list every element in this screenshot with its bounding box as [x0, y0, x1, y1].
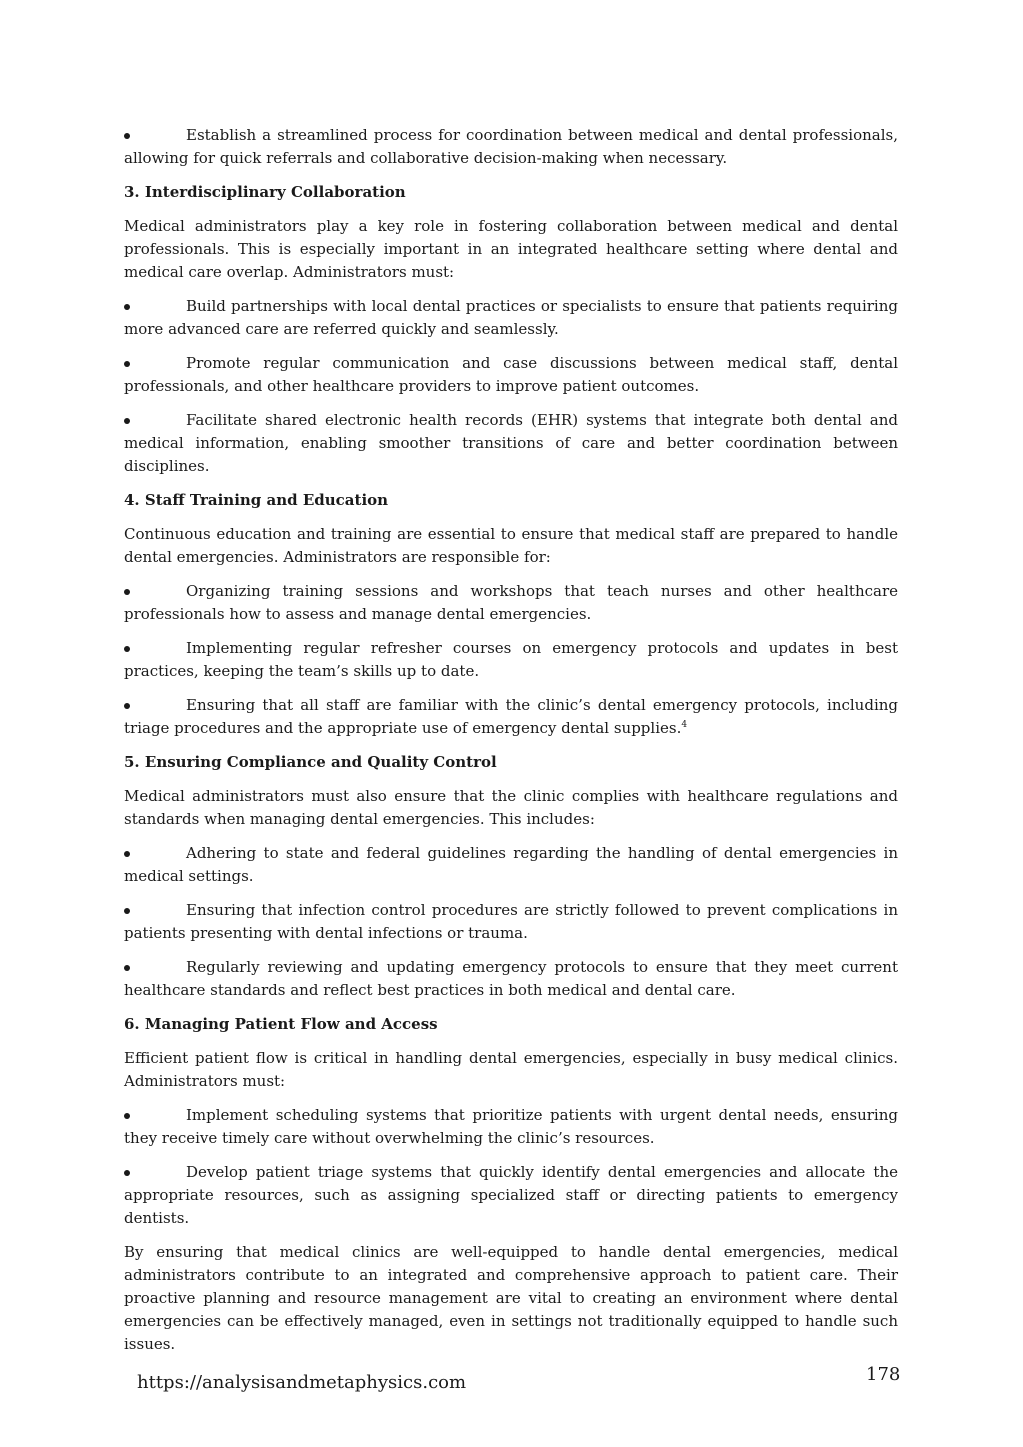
bullet-text: Promote regular communication and case discussions between medical staff, dental professionals, and other healthcare providers to improve patient outcomes.	[124, 354, 898, 395]
bullet-icon	[124, 418, 130, 424]
footer-url[interactable]: https://analysisandmetaphysics.com	[137, 1372, 467, 1393]
paragraph-text: Efficient patient flow is critical in handling dental emergencies, especially in busy medical clinics. Administrators must:	[124, 1049, 898, 1090]
bullet-item	[124, 295, 898, 341]
paragraph-text: Continuous education and training are essential to ensure that medical staff are prepared to handle dental emergencies. Administrators are responsible for:	[124, 525, 898, 566]
paragraph	[124, 1241, 898, 1356]
paragraph	[124, 215, 898, 284]
bullet-text: Ensuring that infection control procedures are strictly followed to prevent complications in patients presenting with dental infections or trauma.	[124, 901, 898, 942]
bullet-icon	[124, 646, 130, 652]
bullet-text: Establish a streamlined process for coordination between medical and dental professionals, allowing for quick referrals and collaborative decision-making when necessary.	[124, 126, 898, 167]
bullet-text: Regularly reviewing and updating emergency protocols to ensure that they meet current healthcare standards and reflect best practices in both medical and dental care.	[124, 958, 898, 999]
page-number: 178	[866, 1364, 901, 1385]
section-heading	[124, 1013, 898, 1036]
section-heading	[124, 489, 898, 512]
footnote-reference[interactable]: 4	[681, 720, 688, 730]
section-heading	[124, 751, 898, 774]
bullet-icon	[124, 1170, 130, 1176]
bullet-text: Implementing regular refresher courses on emergency protocols and updates in best practices, keeping the team’s skills up to date.	[124, 639, 898, 680]
heading-text: 4. Staff Training and Education	[124, 491, 389, 509]
heading-text: 5. Ensuring Compliance and Quality Control	[124, 753, 497, 771]
bullet-icon	[124, 1113, 130, 1119]
heading-text: 3. Interdisciplinary Collaboration	[124, 183, 406, 201]
paragraph	[124, 1047, 898, 1093]
bullet-item	[124, 956, 898, 1002]
bullet-icon	[124, 703, 130, 709]
bullet-text: Implement scheduling systems that prioritize patients with urgent dental needs, ensuring they receive timely care without overwhelming the clinic’s resources.	[124, 1106, 898, 1147]
bullet-item	[124, 1161, 898, 1230]
paragraph-text: Medical administrators play a key role in fostering collaboration between medical and dental professionals. This is especially important in an integrated healthcare setting where dental and medical care overlap. Administrators must:	[124, 217, 898, 281]
bullet-icon	[124, 361, 130, 367]
paragraph-text: By ensuring that medical clinics are well-equipped to handle dental emergencies, medical administrators contribute to an integrated and comprehensive approach to patient care. Their proactive planning and resource management are vital to creating an environment where dental emergencies can be effectively managed, even in settings not traditionally equipped to handle such issues.	[124, 1243, 898, 1353]
bullet-icon	[124, 908, 130, 914]
bullet-icon	[124, 589, 130, 595]
bullet-icon	[124, 133, 130, 139]
bullet-icon	[124, 965, 130, 971]
bullet-item	[124, 899, 898, 945]
bullet-item	[124, 842, 898, 888]
bullet-text: Facilitate shared electronic health records (EHR) systems that integrate both dental and medical information, enabling smoother transitions of care and better coordination between disciplines.	[124, 411, 898, 475]
bullet-text: Adhering to state and federal guidelines regarding the handling of dental emergencies in medical settings.	[124, 844, 898, 885]
bullet-item	[124, 409, 898, 478]
bullet-item	[124, 1104, 898, 1150]
bullet-item	[124, 352, 898, 398]
heading-text: 6. Managing Patient Flow and Access	[124, 1015, 438, 1033]
bullet-item	[124, 694, 898, 740]
section-heading	[124, 181, 898, 204]
bullet-item	[124, 124, 898, 170]
paragraph	[124, 785, 898, 831]
bullet-item	[124, 580, 898, 626]
bullet-text: Ensuring that all staff are familiar with the clinic’s dental emergency protocols, including triage procedures and the appropriate use of emergency dental supplies.	[124, 696, 898, 737]
bullet-icon	[124, 304, 130, 310]
paragraph	[124, 523, 898, 569]
bullet-icon	[124, 851, 130, 857]
bullet-item	[124, 637, 898, 683]
bullet-text: Build partnerships with local dental practices or specialists to ensure that patients requiring more advanced care are referred quickly and seamlessly.	[124, 297, 898, 338]
document-body	[124, 124, 898, 1367]
bullet-text: Organizing training sessions and workshops that teach nurses and other healthcare professionals how to assess and manage dental emergencies.	[124, 582, 898, 623]
bullet-text: Develop patient triage systems that quickly identify dental emergencies and allocate the appropriate resources, such as assigning specialized staff or directing patients to emergency dentists.	[124, 1163, 898, 1227]
paragraph-text: Medical administrators must also ensure that the clinic complies with healthcare regulations and standards when managing dental emergencies. This includes:	[124, 787, 898, 828]
